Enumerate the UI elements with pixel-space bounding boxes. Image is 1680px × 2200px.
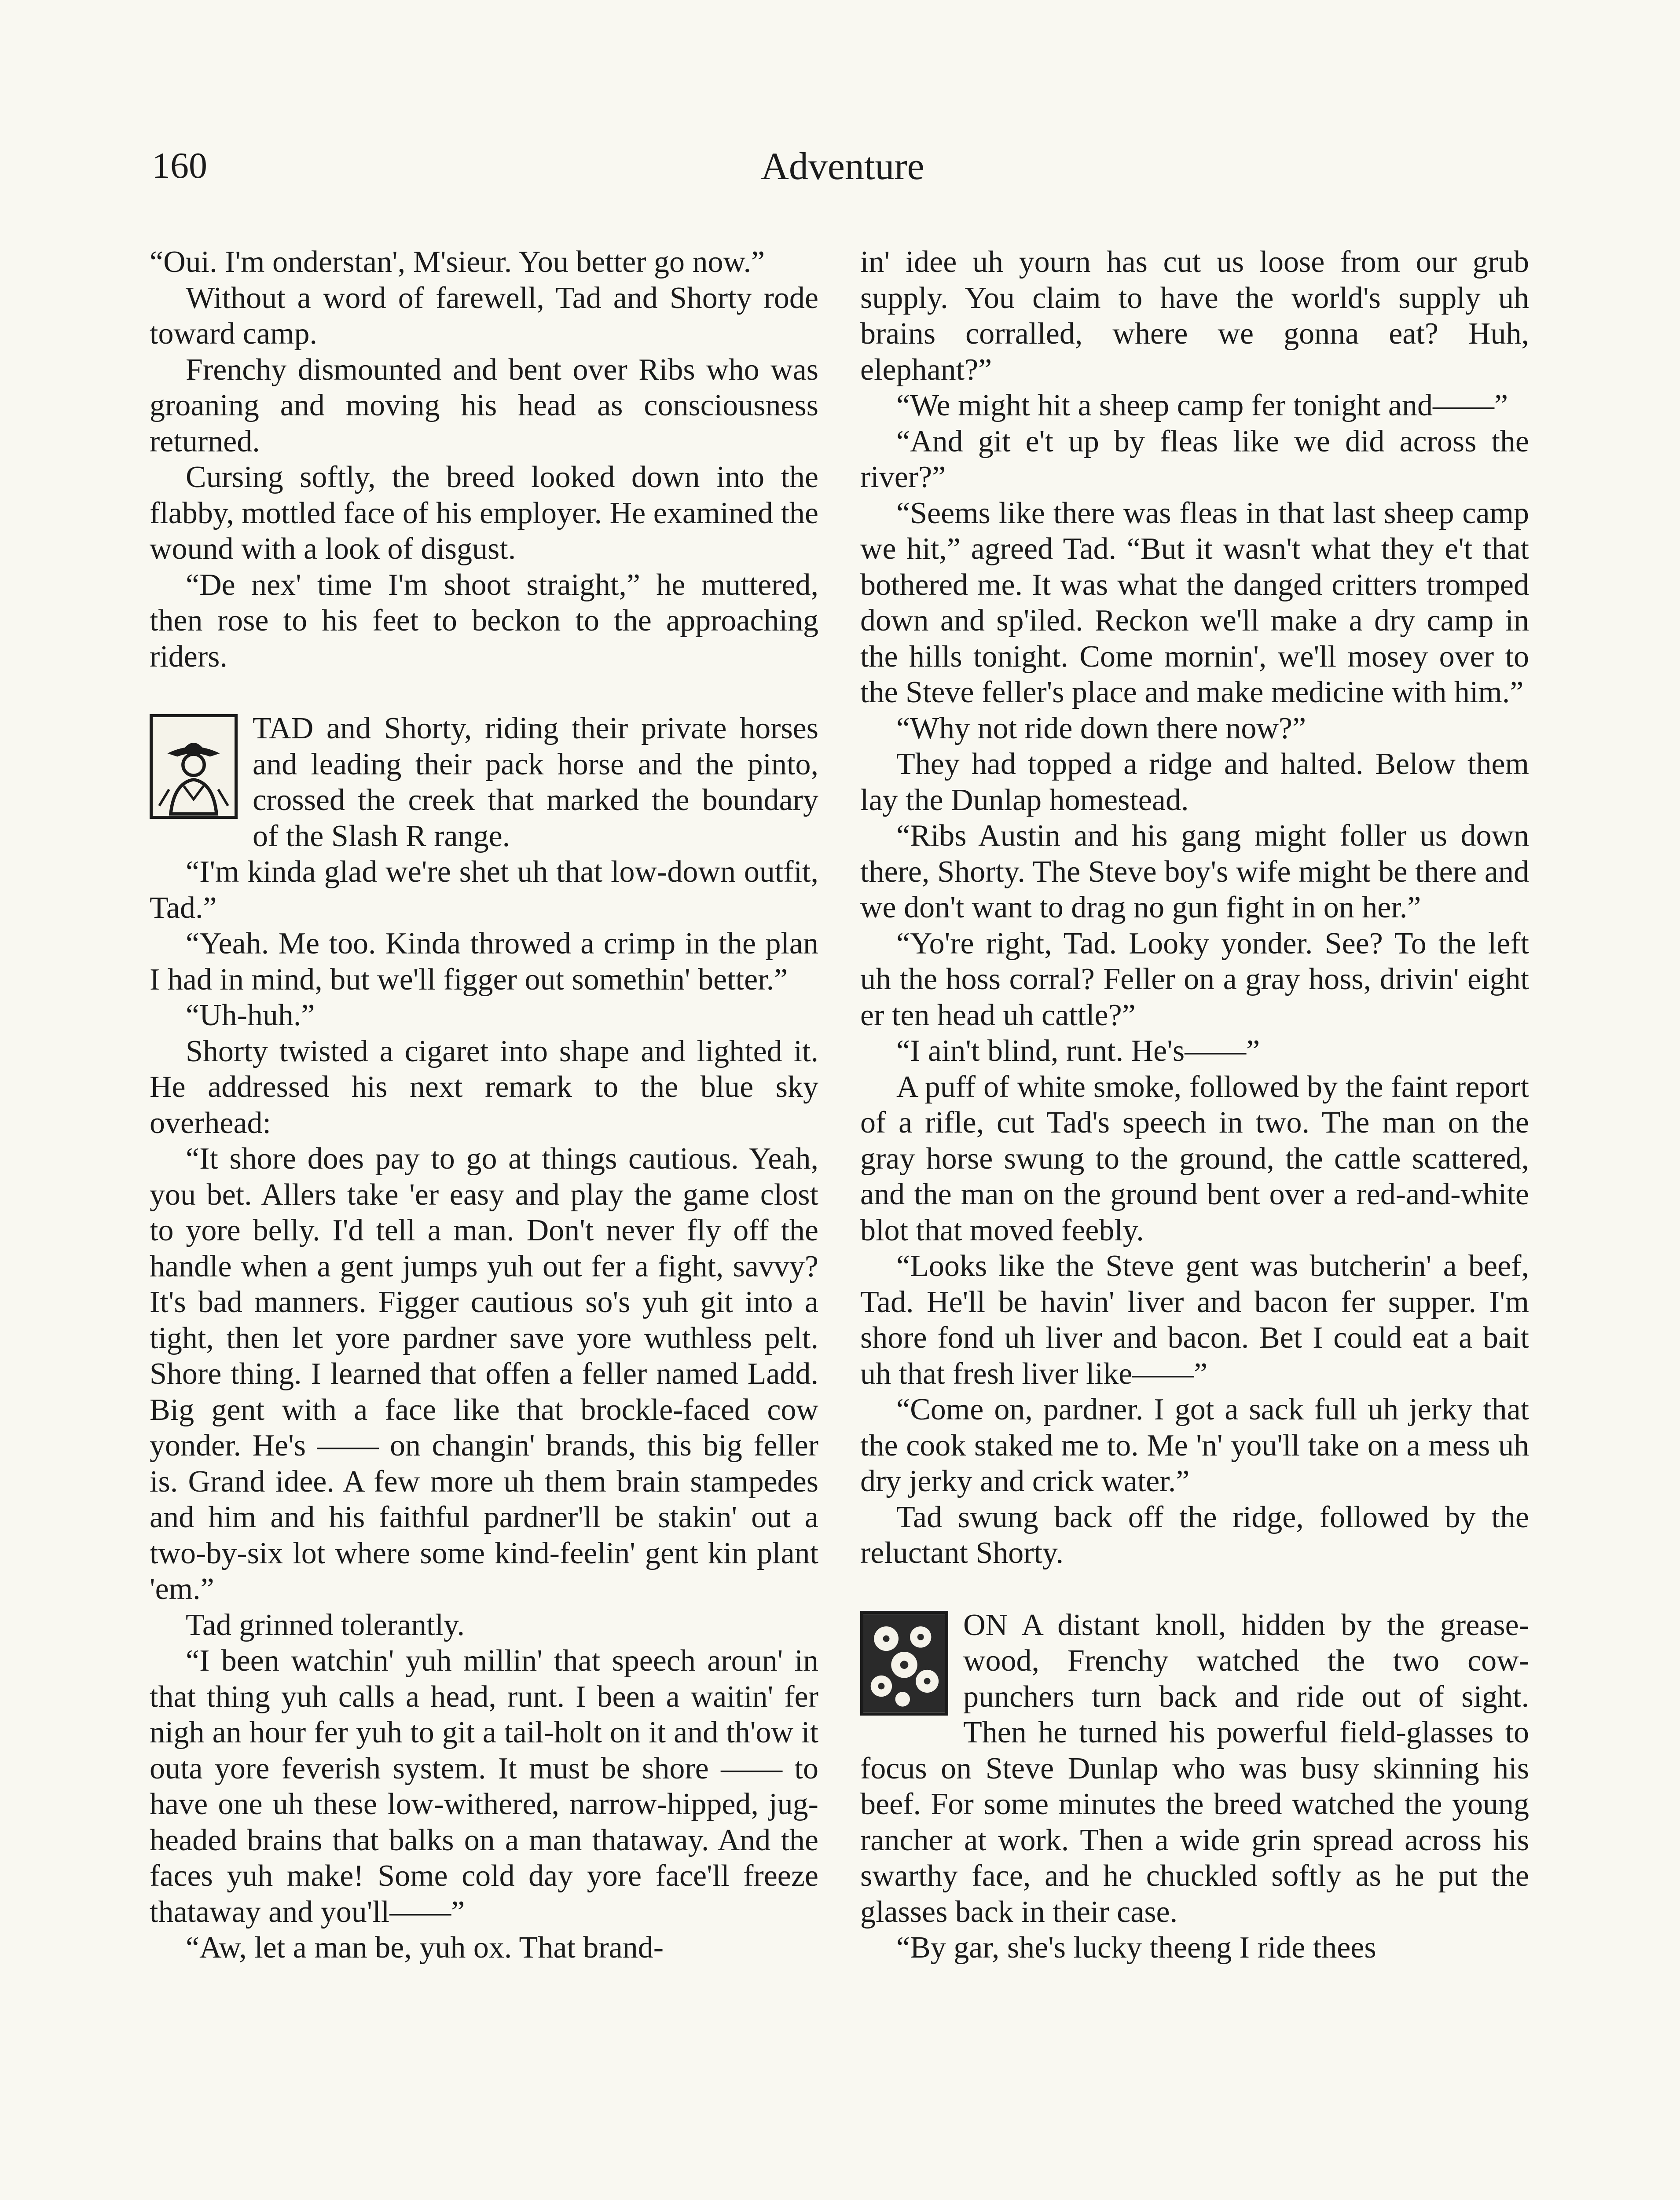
paragraph: “Seems like there was fleas in that last sheep camp we hit,” agreed Tad. “But it wasn't what they e't that bothered me. It was what the danged critters tromped down and sp'iled. Reckon we'll make a dry camp in the hills tonight. Come mornin', we'll mosey over to the Steve feller's place and make medicine with him.” xyxy=(860,496,1529,709)
page-number: 160 xyxy=(152,145,207,186)
paragraph: “Why not ride down there now?” xyxy=(896,711,1306,745)
paragraph: “Looks like the Steve gent was butcherin' a beef, Tad. He'll be havin' liver and bacon fer supper. I'm shore fond uh liver and bacon. Bet I could eat a bait uh that fresh liver like——” xyxy=(860,1249,1529,1391)
floral-ornament-icon xyxy=(860,1611,948,1716)
paragraph: “And git e't up by fleas like we did across the river?” xyxy=(860,424,1529,494)
paragraph: “It shore does pay to go at things cautious. Yeah, you bet. Allers take 'er easy and play the game clost to yore belly. I'd tell a man. Don't never fly off the handle when a gent jumps yuh out fer a fight, savvy? It's bad manners. Figger cautious so's yuh git into a tight, then let yore pardner save yore wuthless pelt. Shore thing. I learned that offen a feller named Ladd. Big gent with a face like that brockle-faced cow yonder. He's —— on changin' brands, this big feller is. Grand idee. A few more uh them brain stampedes and him and his faithful pardner'll be stakin' out a two-by-six lot where some kind-feelin' gent kin plant 'em.” xyxy=(150,1142,818,1606)
left-column xyxy=(150,244,818,1966)
right-column xyxy=(860,244,1529,1966)
page-header xyxy=(152,147,1533,205)
paragraph: “Ribs Austin and his gang might foller us down there, Shorty. The Steve boy's wife might be there and we don't want to drag no gun fight in on her.” xyxy=(860,819,1529,924)
paragraph: “Come on, pardner. I got a sack full uh jerky that the cook staked me to. Me 'n' you'll take on a mess uh dry jerky and crick water.” xyxy=(860,1393,1529,1498)
paragraph: “By gar, she's lucky theeng I ride thees xyxy=(896,1931,1376,1965)
paragraph: “Yo're right, Tad. Looky yonder. See? To the left uh the hoss corral? Feller on a gray hoss, drivin' eight er ten head uh cattle?” xyxy=(860,926,1529,1032)
journal-title: Adventure xyxy=(761,145,924,188)
paragraph-text: ON A distant knoll, hidden by the grease-wood, Frenchy watched the two cow-punchers turn back and ride out of sight. Then he turned his powerful field-glasses to focus on Steve Dunlap who was busy skinning his beef. For some minutes the breed watched the young rancher at work. Then a wide grin spread across his swarthy face, and he chuckled softly as he put the glasses back in their case. xyxy=(860,1608,1529,1929)
paragraph: “Uh-huh.” xyxy=(186,998,315,1032)
paragraph: Tad grinned tolerantly. xyxy=(186,1608,465,1642)
paragraph: Frenchy dismounted and bent over Ribs who was groaning and moving his head as consciousness returned. xyxy=(150,352,818,458)
paragraph: “I been watchin' yuh millin' that speech aroun' in that thing yuh calls a head, runt. I been a waitin' fer nigh an hour fer yuh to git a tail-holt on it and th'ow it outa yore feverish system. It must be shore —— to have one uh these low-withered, narrow-hipped, jug-headed brains that balks on a man thataway. And the faces yuh make! Some cold day yore face'll freeze thataway and you'll——” xyxy=(150,1644,818,1929)
cowboy-illustration-icon xyxy=(150,714,238,819)
paragraph: “I'm kinda glad we're shet uh that low-down outfit, Tad.” xyxy=(150,855,818,925)
paragraph-text: TAD and Shorty, riding their private horses and leading their pack horse and the pinto, crossed the creek that marked the boundary of the Slash R range. xyxy=(253,711,818,853)
paragraph: “I ain't blind, runt. He's——” xyxy=(896,1034,1260,1068)
paragraph: They had topped a ridge and halted. Below them lay the Dunlap homestead. xyxy=(860,747,1529,817)
paragraph: in' idee uh yourn has cut us loose from our grub supply. You claim to have the world's supply uh brains corralled, where we gonna eat? Huh, elephant?” xyxy=(860,245,1529,387)
paragraph: Tad swung back off the ridge, followed by the reluctant Shorty. xyxy=(860,1500,1529,1570)
paragraph: “De nex' time I'm shoot straight,” he muttered, then rose to his feet to beckon to the approaching riders. xyxy=(150,568,818,674)
paragraph: A puff of white smoke, followed by the faint report of a rifle, cut Tad's speech in two. The man on the gray horse swung to the ground, the cattle scattered, and the man on the ground bent over a red-and-white blot that moved feebly. xyxy=(860,1070,1529,1247)
paragraph: Without a word of farewell, Tad and Shorty rode toward camp. xyxy=(150,281,818,351)
section-opening-paragraph xyxy=(150,711,818,854)
paragraph: Shorty twisted a cigaret into shape and lighted it. He addressed his next remark to the blue sky overhead: xyxy=(150,1034,818,1140)
paragraph: “Oui. I'm onderstan', M'sieur. You better go now.” xyxy=(150,245,765,279)
paragraph: “Aw, let a man be, yuh ox. That brand- xyxy=(186,1931,664,1965)
section-opening-paragraph xyxy=(860,1607,1529,1930)
paragraph: Cursing softly, the breed looked down into the flabby, mottled face of his employer. He examined the wound with a look of disgust. xyxy=(150,460,818,566)
paragraph: “Yeah. Me too. Kinda throwed a crimp in the plan I had in mind, but we'll figger out somethin' better.” xyxy=(150,927,818,997)
paragraph: “We might hit a sheep camp fer tonight and——” xyxy=(896,389,1508,422)
